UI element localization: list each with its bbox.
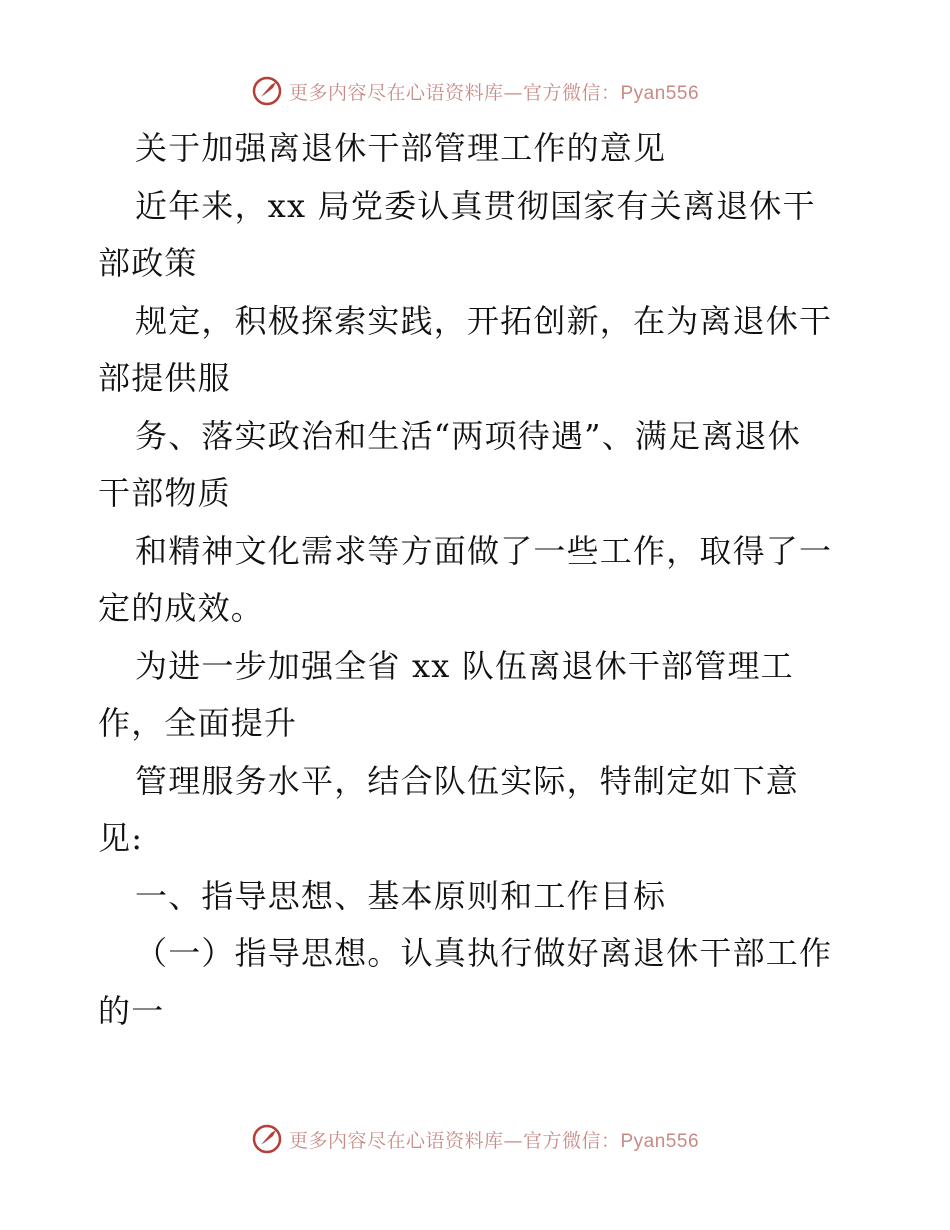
document-line: 定的成效。 bbox=[98, 589, 265, 627]
document-line: 和精神文化需求等方面做了一些工作，取得了一 bbox=[135, 531, 833, 570]
document-line: 部政策 bbox=[98, 244, 198, 282]
banner-wechat-label: 官方微信： bbox=[522, 1129, 621, 1152]
banner-text bbox=[289, 1126, 699, 1153]
document-line: 部提供服 bbox=[98, 359, 231, 397]
document-line: 作，全面提升 bbox=[98, 704, 298, 742]
document-line: 的一 bbox=[98, 991, 165, 1030]
banner-wechat-id: Pyan556 bbox=[620, 82, 700, 104]
banner-slogan: 更多内容尽在心语资料库 bbox=[288, 81, 504, 104]
footer-banner bbox=[0, 1119, 950, 1159]
banner-wechat-label: 官方微信： bbox=[522, 81, 621, 104]
banner-separator: — bbox=[503, 1129, 523, 1152]
document-line: 干部物质 bbox=[98, 474, 231, 512]
banner-wechat-id: Pyan556 bbox=[620, 1130, 700, 1152]
document-line: 管理服务水平，结合队伍实际，特制定如下意 bbox=[135, 761, 800, 800]
banner-slogan: 更多内容尽在心语资料库 bbox=[288, 1129, 504, 1152]
document-line: 关于加强离退休干部管理工作的意见 bbox=[135, 129, 667, 167]
document-line: （一）指导思想。认真执行做好离退休干部工作 bbox=[135, 934, 833, 972]
feather-pen-circle-icon bbox=[251, 1123, 283, 1155]
document-line: 规定，积极探索实践，开拓创新，在为离退休干 bbox=[135, 301, 833, 340]
document-line: 为进一步加强全省 xx 队伍离退休干部管理工 bbox=[135, 646, 794, 685]
document-line: 一、指导思想、基本原则和工作目标 bbox=[135, 876, 667, 915]
document-body bbox=[98, 120, 858, 1040]
banner-separator: — bbox=[503, 81, 523, 104]
document-line: 见: bbox=[98, 819, 144, 857]
document-line: 务、落实政治和生活“两项待遇”、满足离退休 bbox=[135, 416, 801, 455]
feather-pen-circle-icon bbox=[251, 75, 283, 107]
document-line: 近年来，xx 局党委认真贯彻国家有关离退休干 bbox=[135, 186, 816, 225]
banner-text bbox=[289, 78, 699, 105]
header-banner bbox=[0, 71, 950, 111]
